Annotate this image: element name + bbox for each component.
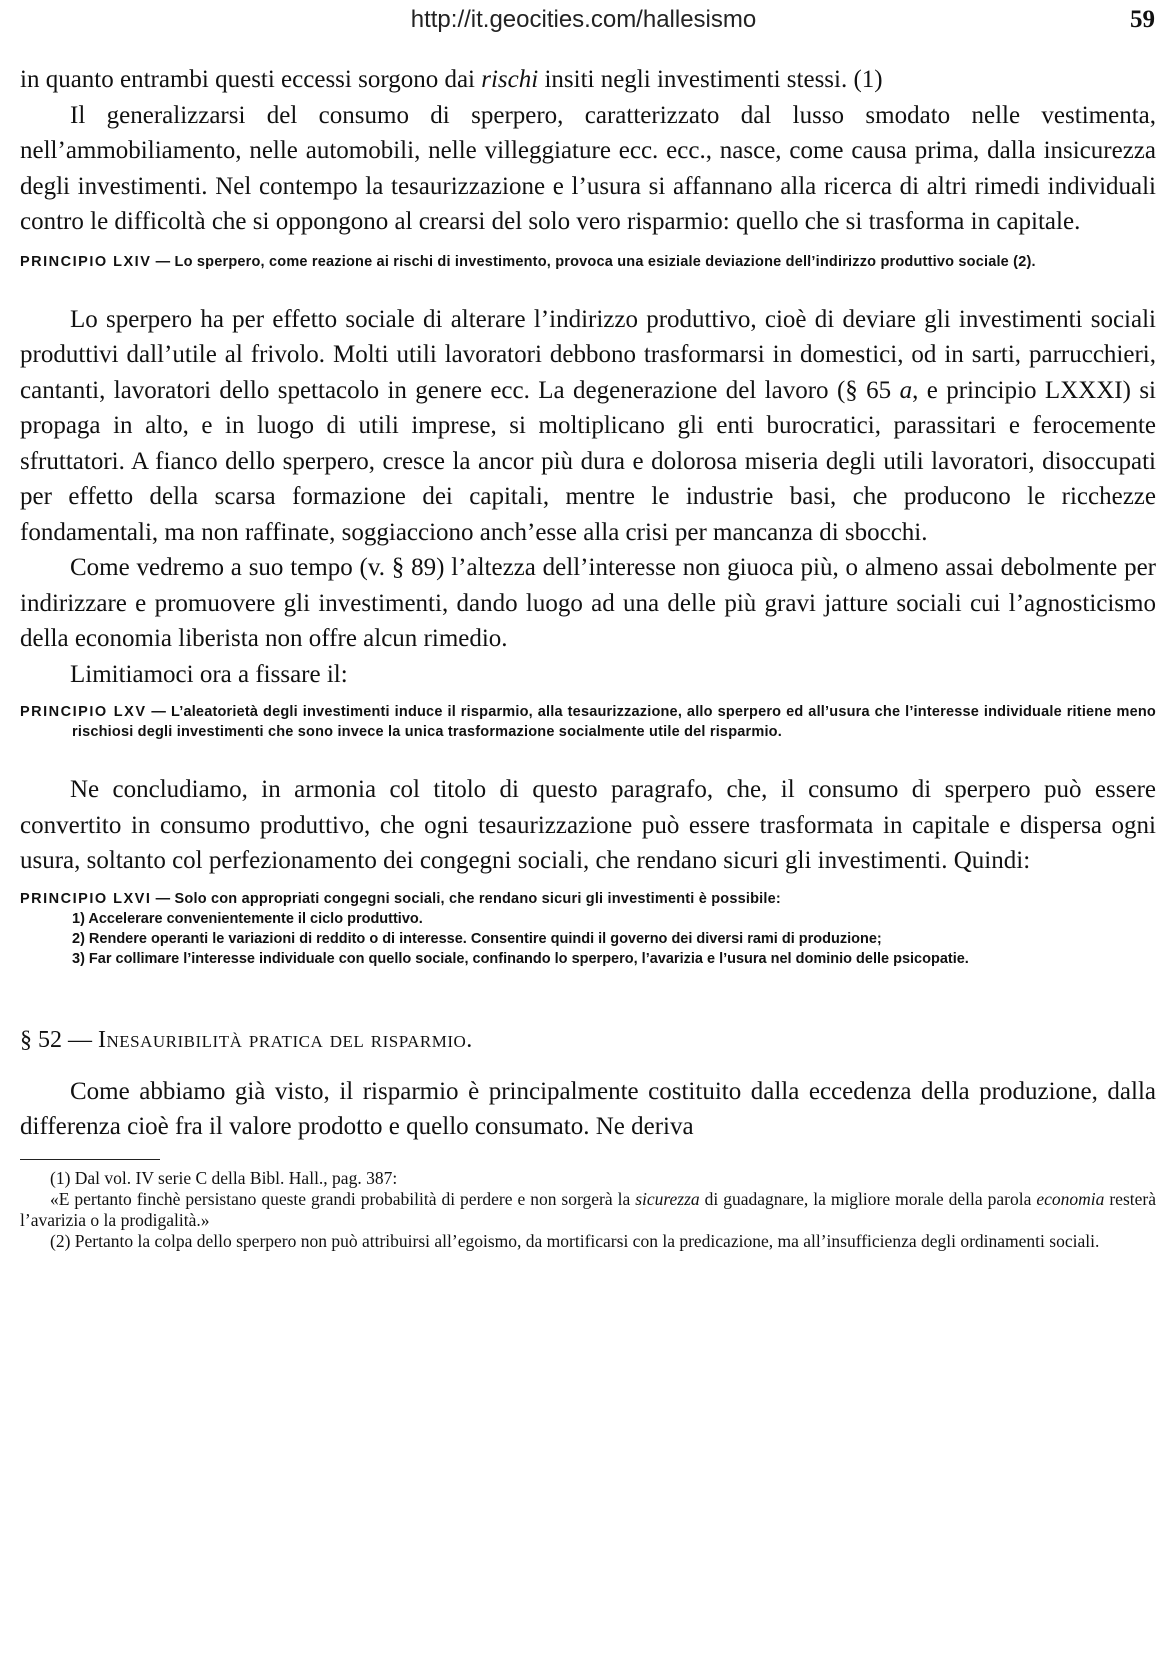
- principle-66-text: — Solo con appropriati congegni sociali, che rendano sicuri gli investimenti è possibile:: [151, 890, 781, 907]
- header-url: http://it.geocities.com/hallesismo: [410, 6, 757, 33]
- paragraph-1-text-c: insiti negli investimenti stessi. (1): [538, 66, 883, 93]
- principle-66-tag: PRINCIPIO LXVI: [20, 890, 152, 907]
- section-heading: [20, 1027, 1156, 1054]
- principle-65-text: — L’aleatorietà degli investimenti induce il risparmio, alla tesaurizzazione, allo sperpero ed all’usura che l’interesse individuale ritiene meno rischiosi degli investimenti che sono invece la unica trasformazione socialmente utile del risparmio.: [72, 704, 1156, 740]
- principle-66-item: 2) Rendere operanti le variazioni di reddito o di interesse. Consentire quindi il governo dei diversi rami di produzione;: [72, 930, 882, 947]
- principle-64-text: — Lo sperpero, come reazione ai rischi di investimento, provoca una esiziale deviazione dell’indirizzo produttivo sociale (2).: [151, 253, 1036, 270]
- section-title: Inesauribilità pratica del risparmio.: [98, 1026, 473, 1053]
- section-number: § 52 —: [20, 1026, 98, 1053]
- paragraph-3-text-a: Lo sperpero ha per effetto sociale di alterare l’indirizzo produttivo, cioè di deviare gli investimenti sociali produttivi dall’utile al frivolo. Molti utili lavoratori debbono trasformarsi in domestici, od in sarti, parrucchieri, cantanti, lavoratori dello spettacolo in genere ecc. La degenerazione del lavoro (§ 65: [20, 305, 1156, 404]
- footnote-1-quote-a: «E pertanto finchè persistano queste grandi probabilità di perdere e non sorgerà la: [50, 1188, 636, 1209]
- paragraph-2: Il generalizzarsi del consumo di sperpero, caratterizzato dal lusso smodato nelle vestimenta, nell’ammobiliamento, nelle automobili, nelle villeggiature ecc. ecc., nasce, come causa prima, dalla insicurezza degli investimenti. Nel contempo la tesaurizzazione e l’usura si affannano alla ricerca di altri rimedi individuali contro le difficoltà che si oppongono al crearsi del solo vero risparmio: quello che si trasforma in capitale.: [20, 101, 1156, 235]
- page-body: [20, 62, 1156, 1252]
- principle-66-item: 1) Accelerare convenientemente il ciclo produttivo.: [72, 910, 423, 927]
- footnote-2: (2) Pertanto la colpa dello sperpero non può attribuirsi all’egoismo, da mortificarsi con la predicazione, ma all’insufficienza degli ordinamenti sociali.: [50, 1230, 1100, 1251]
- principle-66-item: 3) Far collimare l’interesse individuale con quello sociale, confinando lo sperpero, l’avarizia e l’usura nel dominio delle psicopatie.: [72, 950, 969, 967]
- footnote-1-italic-economia: economia: [1036, 1188, 1105, 1209]
- page-number: 59: [1130, 6, 1155, 33]
- principle-64: [20, 252, 1156, 272]
- paragraph-3-text-c: , e principio LXXXI) si propaga in alto, e in luogo di utili imprese, si moltiplicano gli enti burocratici, parassitari e ferocemente sfruttatori. A fianco dello sperpero, cresce la ancor più dura e dolorosa miseria degli utili lavoratori, disoccupati per effetto della scarsa formazione dei capitali, mentre le industrie basi, che producono le ricchezze fondamentali, ma non raffinate, soggiacciono anch’esse alla crisi per mancanza di sbocchi.: [20, 376, 1156, 546]
- principle-64-tag: PRINCIPIO LXIV: [20, 253, 152, 270]
- paragraph-7: Come abbiamo già visto, il risparmio è principalmente costituito dalla eccedenza della produzione, dalla differenza cioè fra il valore prodotto e quello consumato. Ne deriva: [20, 1077, 1156, 1140]
- paragraph-6: Ne concludiamo, in armonia col titolo di questo paragrafo, che, il consumo di sperpero può essere convertito in consumo produttivo, che ogni tesaurizzazione può essere trasformata in capitale e dispersa ogni usura, soltanto col perfezionamento dei congegni sociali, che rendano sicuri gli investimenti. Quindi:: [20, 776, 1156, 874]
- principle-65-tag: PRINCIPIO LXV: [20, 704, 147, 720]
- principle-66-items: [20, 910, 1156, 969]
- principle-65: [20, 702, 1156, 742]
- paragraph-3-italic: a: [899, 376, 913, 404]
- footnote-1-quote-b: di guadagnare, la migliore morale della parola: [699, 1188, 1037, 1209]
- footnote-1-italic-sicurezza: sicurezza: [635, 1188, 700, 1209]
- paragraph-1-text-a: in quanto entrambi questi eccessi sorgono dai: [20, 66, 482, 93]
- paragraph-4: Come vedremo a suo tempo (v. § 89) l’altezza dell’interesse non giuoca più, o almeno assai debolmente per indirizzare e promuovere gli investimenti, dando luogo ad una delle più gravi jatture sociali cui l’agnosticismo della economia liberista non offre alcun rimedio.: [20, 554, 1156, 652]
- paragraph-3: [20, 302, 1156, 551]
- footnote-1-quote-c: resterà l’avarizia o la prodigalità.»: [20, 1188, 1156, 1230]
- footnote-1-quote: [20, 1189, 1156, 1231]
- paragraph-1: [20, 62, 1156, 98]
- principle-66: [20, 889, 1156, 909]
- paragraph-1-italic: rischi: [481, 66, 539, 93]
- paragraph-5: Limitiamoci ora a fissare il:: [70, 660, 348, 688]
- footnote-1-source: (1) Dal vol. IV serie C della Bibl. Hall., pag. 387:: [50, 1167, 398, 1188]
